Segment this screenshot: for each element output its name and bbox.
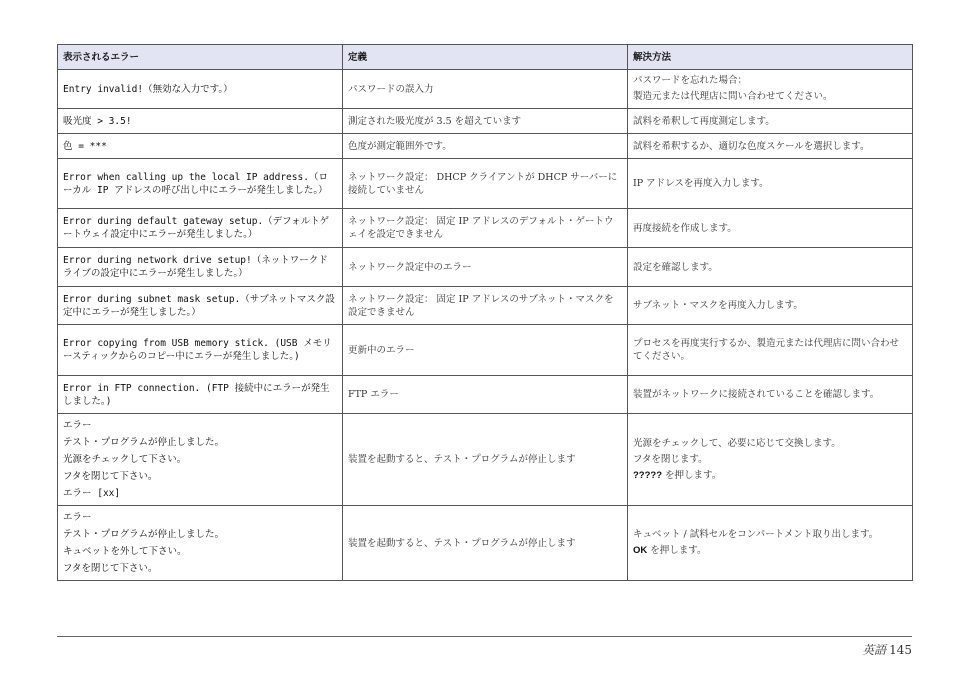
error-message-cell: 色 = *** [58, 134, 343, 159]
table-row [58, 287, 913, 325]
definition-cell: パスワードの誤入力 [343, 70, 628, 109]
solution-cell [628, 506, 913, 581]
solution-cell: IP アドレスを再度入力します。 [628, 159, 913, 209]
message-line: キュベットを外して下さい。 [63, 546, 187, 557]
footer-language: 英語 [862, 643, 887, 657]
definition-cell: ネットワーク設定中のエラー [343, 248, 628, 287]
solution-cell: 試料を希釈するか、適切な色度スケールを選択します。 [628, 134, 913, 159]
message-line: テスト・プログラムが停止しました。 [63, 437, 225, 448]
definition-cell: 装置を起動すると、テスト・プログラムが停止します [343, 414, 628, 506]
error-table [57, 44, 913, 581]
definition-cell: ネットワーク設定： 固定 IP アドレスのサブネット・マスクを設定できません [343, 287, 628, 325]
error-message-cell: Entry invalid!（無効な入力です。） [58, 70, 343, 109]
solution-line: フタを閉じます。 [633, 453, 708, 465]
table-header-row [58, 45, 913, 70]
header-error-message: 表示されるエラー [58, 45, 343, 70]
solution-cell: 装置がネットワークに接続されていることを確認します。 [628, 376, 913, 414]
key-instruction: を押します。 [665, 469, 722, 481]
definition-cell: ネットワーク設定： 固定 IP アドレスのデフォルト・ゲートウェイを設定できません [343, 209, 628, 248]
footer-rule [57, 636, 912, 637]
table-row [58, 109, 913, 134]
solution-cell: サブネット・マスクを再度入力します。 [628, 287, 913, 325]
table-row [58, 414, 913, 506]
error-message-cell: Error during default gateway setup.（デフォルトゲートウェイ設定中にエラーが発生しました。） [58, 209, 343, 248]
solution-line: 光源をチェックして、必要に応じて交換します。 [633, 437, 841, 449]
definition-cell: FTP エラー [343, 376, 628, 414]
solution-cell: 試料を希釈して再度測定します。 [628, 109, 913, 134]
table-row [58, 159, 913, 209]
solution-cell [628, 70, 913, 109]
key-label: OK [633, 545, 648, 556]
message-line: 光源をチェックして下さい。 [63, 454, 187, 465]
message-line: フタを閉じて下さい。 [63, 563, 158, 574]
error-message-cell: Error in FTP connection. (FTP 接続中にエラーが発生しました。) [58, 376, 343, 414]
table-row [58, 70, 913, 109]
error-message-cell [58, 506, 343, 581]
definition-cell: 更新中のエラー [343, 325, 628, 376]
solution-line: パスワードを忘れた場合： [633, 75, 748, 86]
definition-cell: 装置を起動すると、テスト・プログラムが停止します [343, 506, 628, 581]
solution-line: キュベット / 試料セルをコンパートメント取り出します。 [633, 529, 879, 540]
message-line: エラー [63, 420, 92, 431]
table-row [58, 248, 913, 287]
message-line: フタを閉じて下さい。 [63, 471, 158, 482]
message-line: エラー [xx] [63, 488, 121, 499]
table-row [58, 325, 913, 376]
error-message-cell: Error during subnet mask setup.（サブネットマスク設定中にエラーが発生しました。） [58, 287, 343, 325]
header-definition: 定義 [343, 45, 628, 70]
table-row [58, 209, 913, 248]
error-message-cell: Error when calling up the local IP address.（ローカル IP アドレスの呼び出し中にエラーが発生しました。） [58, 159, 343, 209]
error-message-cell: 吸光度 > 3.5! [58, 109, 343, 134]
solution-line [633, 543, 907, 559]
page-number: 145 [889, 643, 912, 657]
definition-cell: 色度が測定範囲外です。 [343, 134, 628, 159]
error-message-cell: Error during network drive setup!（ネットワークドライブの設定中にエラーが発生しました。） [58, 248, 343, 287]
key-instruction: を押します。 [650, 545, 707, 556]
header-solution: 解決方法 [628, 45, 913, 70]
solution-cell: 設定を確認します。 [628, 248, 913, 287]
key-label: ????? [633, 469, 663, 481]
error-message-cell: Error copying from USB memory stick. (USB メモリースティックからのコピー中にエラーが発生しました。) [58, 325, 343, 376]
solution-cell: 再度接続を作成します。 [628, 209, 913, 248]
page-footer [862, 641, 912, 658]
table-row [58, 376, 913, 414]
solution-cell [628, 414, 913, 506]
solution-line [633, 468, 907, 484]
message-line: テスト・プログラムが停止しました。 [63, 529, 225, 540]
definition-cell: 測定された吸光度が 3.5 を超えています [343, 109, 628, 134]
table-row [58, 134, 913, 159]
solution-line: 製造元または代理店に問い合わせてください。 [633, 91, 833, 102]
definition-cell: ネットワーク設定： DHCP クライアントが DHCP サーバーに接続していません [343, 159, 628, 209]
error-message-cell [58, 414, 343, 506]
table-row [58, 506, 913, 581]
message-line: エラー [63, 512, 92, 523]
solution-cell: プロセスを再度実行するか、製造元または代理店に問い合わせてください。 [628, 325, 913, 376]
